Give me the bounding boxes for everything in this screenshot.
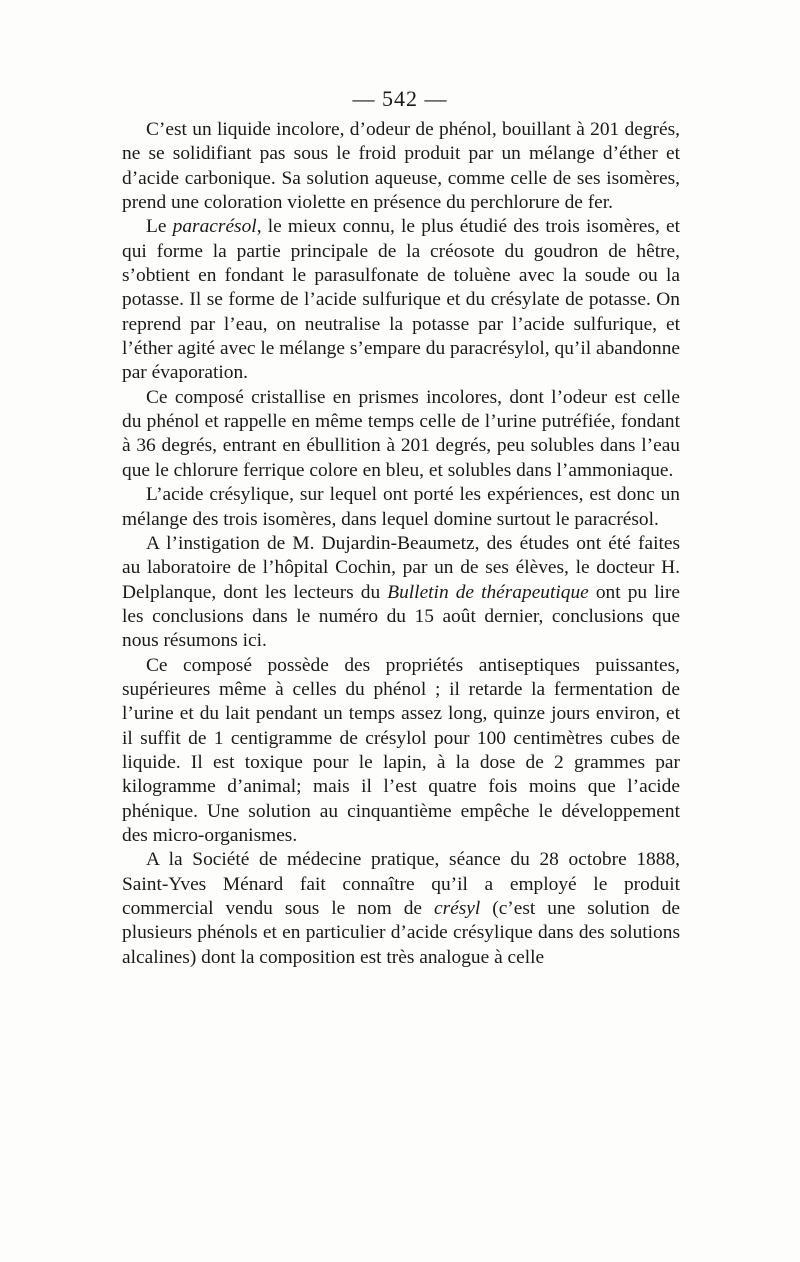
text-run: C’est un liquide incolore, d’odeur de phénol, bouillant à 201 degrés, ne se solidifiant pas sous le froid produit par un mélange d’éther et d’acide carbonique. Sa solution aqueuse, comme celle de ses isomères, prend une coloration violette en présence du perchlorure de fer. bbox=[122, 119, 680, 214]
paragraph bbox=[122, 483, 680, 532]
italic-text: paracrésol bbox=[172, 216, 257, 238]
body-text bbox=[122, 118, 680, 970]
paragraph bbox=[122, 118, 680, 215]
paragraph bbox=[122, 654, 680, 849]
text-run: A l’instigation de M. Dujardin-Beaumetz, des études ont été faites au laboratoire de l’hôpital Cochin, par un de ses élèves, le docteur H. Delplanque, dont les lecteurs du bbox=[122, 532, 680, 603]
paragraph bbox=[122, 848, 680, 970]
page-number: — 542 — bbox=[352, 86, 448, 111]
text-run: Ce composé possède des propriétés antiseptiques puissantes, supérieures même à celles du phénol ; il retarde la fermentation de l’urine et du lait pendant un temps assez long, quinze jours environ, et il suffit de 1 centigramme de crésylol pour 100 centimètres cubes de liquide. Il est toxique pour le lapin, à la dose de 2 grammes par kilogramme d’animal; mais il l’est quatre fois moins que l’acide phénique. Une solution au cinquantième empêche le développement des micro-organismes. bbox=[122, 654, 680, 846]
text-run: L’acide crésylique, sur lequel ont porté les expériences, est donc un mélange des trois isomères, dans lequel domine surtout le paracrésol. bbox=[122, 484, 680, 530]
italic-text: crésyl bbox=[433, 898, 481, 919]
text-run: , le mieux connu, le plus étudié des trois isomères, et qui forme la partie principale de la créosote du goudron de hêtre, s’obtient en fondant le parasulfonate de toluène avec la soude ou la potasse. Il se forme de l’acide sulfurique et du crésylate de potasse. On reprend par l’eau, on neutralise la potasse par l’acide sulfurique, et l’éther agité avec le mélange s’empare du paracrésylol, qu’il abandonne par évaporation. bbox=[122, 216, 680, 384]
paragraph bbox=[122, 532, 680, 654]
text-run: Ce composé cristallise en prismes incolores, dont l’odeur est celle du phénol et rappelle en même temps celle de l’urine putréfiée, fondant à 36 degrés, entrant en ébullition à 201 degrés, peu solubles dans l’eau que le chlorure ferrique colore en bleu, et solubles dans l’ammoniaque. bbox=[122, 386, 680, 481]
text-run: A la Société de médecine pratique, séance du 28 octobre 1888, Saint-Yves Ménard fait connaître qu’il a employé le produit commercial vendu sous le nom de bbox=[122, 849, 680, 919]
text-run: (c’est une solution de plusieurs phénols et en particulier d’acide crésylique dans des solutions alcalines) dont la composition est très analogue à celle bbox=[122, 898, 680, 968]
italic-text: Bulletin de thérapeutique bbox=[387, 581, 589, 603]
paragraph bbox=[122, 215, 680, 385]
text-run: Le bbox=[146, 216, 173, 238]
paragraph bbox=[122, 386, 680, 483]
text-run: ont pu lire les conclusions dans le numéro du 15 août dernier, conclusions que nous résumons ici. bbox=[122, 581, 680, 652]
